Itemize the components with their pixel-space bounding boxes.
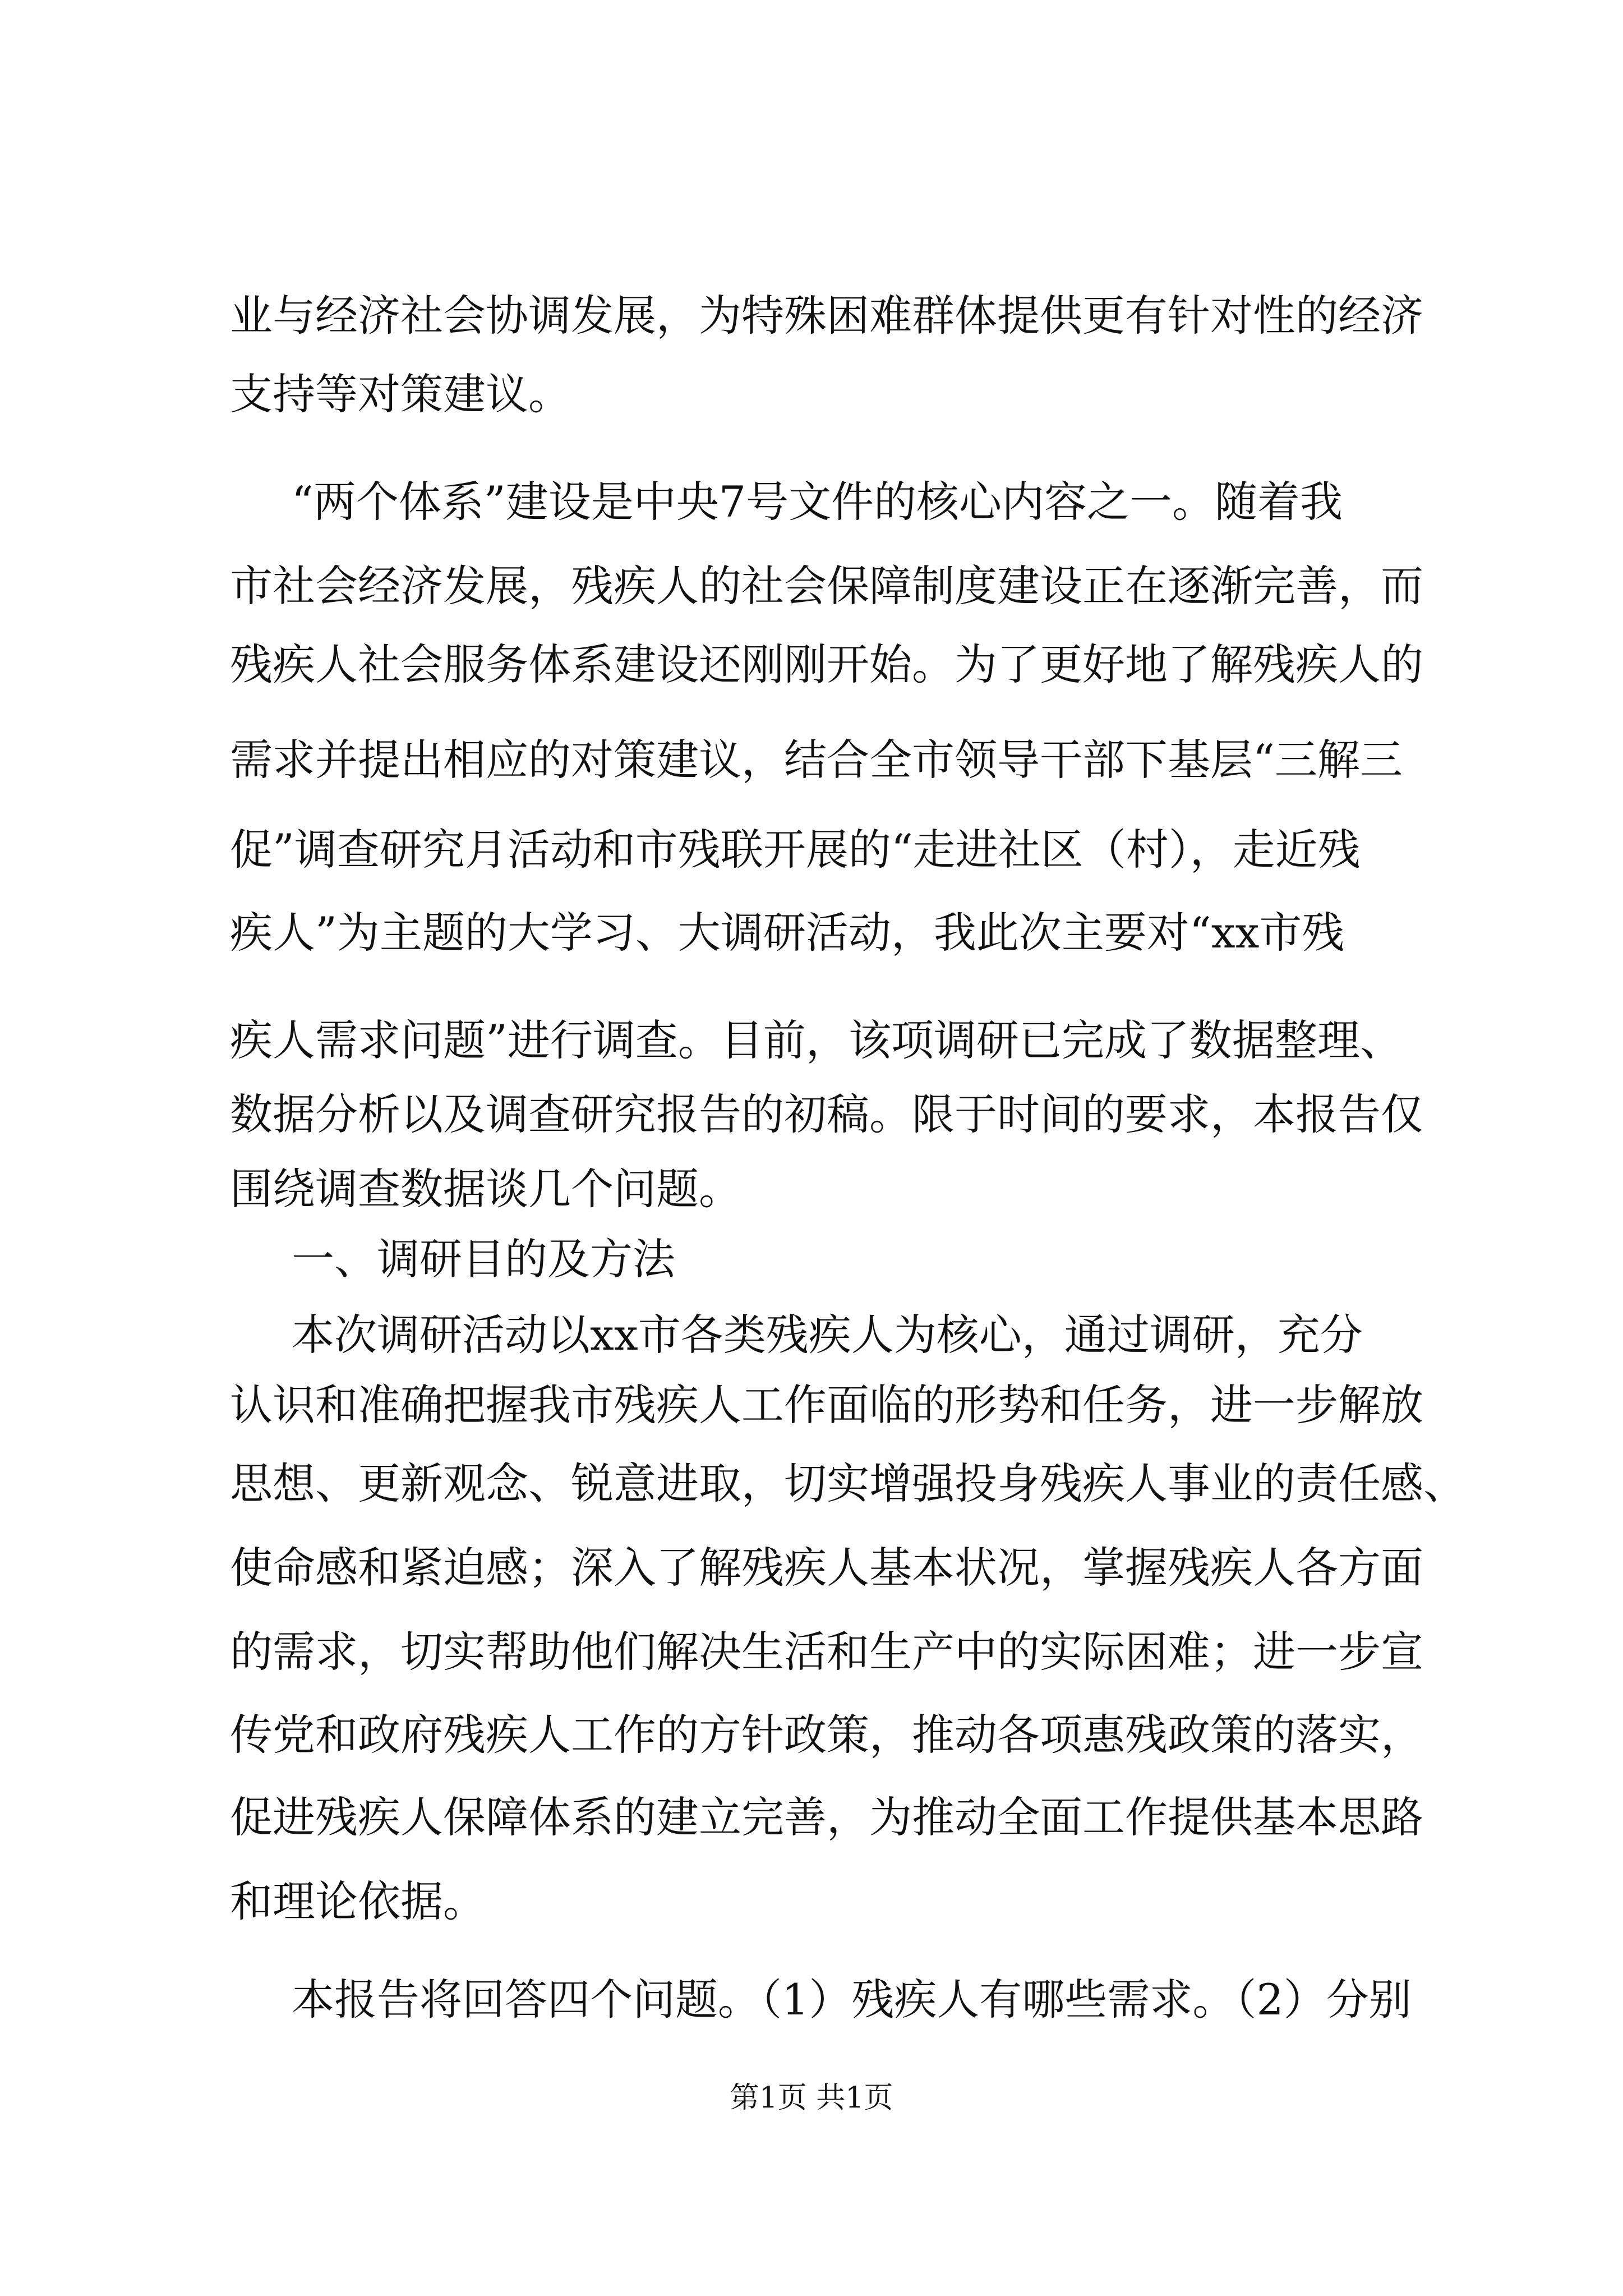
text-line: 本报告将回答四个问题。（1）残疾人有哪些需求。（2）分别 [292, 1975, 1412, 2024]
text-line: 和理论依据。 [230, 1876, 486, 1926]
section-heading: 一、调研目的及方法 [292, 1234, 675, 1284]
text-line: 本次调研活动以xx市各类残疾人为核心，通过调研，充分 [292, 1310, 1363, 1360]
text-line: 的需求，切实帮助他们解决生活和生产中的实际困难；进一步宣 [230, 1627, 1423, 1677]
text-line: 使命感和紧迫感；深入了解残疾人基本状况，掌握残疾人各方面 [230, 1543, 1423, 1593]
text-line: 需求并提出相应的对策建议，结合全市领导干部下基层“三解三 [230, 735, 1403, 785]
page-footer: 第1页 共1页 [730, 2081, 893, 2115]
text-line: 促”调查研究月活动和市残联开展的“走进社区（村），走近残 [230, 825, 1361, 875]
text-line: 传党和政府残疾人工作的方针政策，推动各项惠残政策的落实， [230, 1710, 1423, 1760]
text-line: 数据分析以及调查研究报告的初稿。限于时间的要求，本报告仅 [230, 1089, 1423, 1139]
text-line: 促进残疾人保障体系的建立完善，为推动全面工作提供基本思路 [230, 1792, 1423, 1842]
text-line: 支持等对策建议。 [230, 369, 571, 419]
text-line: 认识和准确把握我市残疾人工作面临的形势和任务，进一步解放 [230, 1380, 1423, 1430]
text-line: 疾人需求问题”进行调查。目前，该项调研已完成了数据整理、 [230, 1015, 1403, 1065]
text-line: 疾人”为主题的大学习、大调研活动，我此次主要对“xx市残 [230, 908, 1345, 958]
text-line: 业与经济社会协调发展，为特殊困难群体提供更有针对性的经济 [230, 291, 1423, 341]
text-line: 围绕调查数据谈几个问题。 [230, 1164, 741, 1214]
text-line: 残疾人社会服务体系建设还刚刚开始。为了更好地了解残疾人的 [230, 639, 1423, 689]
text-line: 市社会经济发展，残疾人的社会保障制度建设正在逐渐完善，而 [230, 561, 1423, 611]
text-line: “两个体系”建设是中央7号文件的核心内容之一。随着我 [292, 477, 1343, 527]
text-line: 思想、更新观念、锐意进取，切实增强投身残疾人事业的责任感、 [230, 1458, 1466, 1508]
